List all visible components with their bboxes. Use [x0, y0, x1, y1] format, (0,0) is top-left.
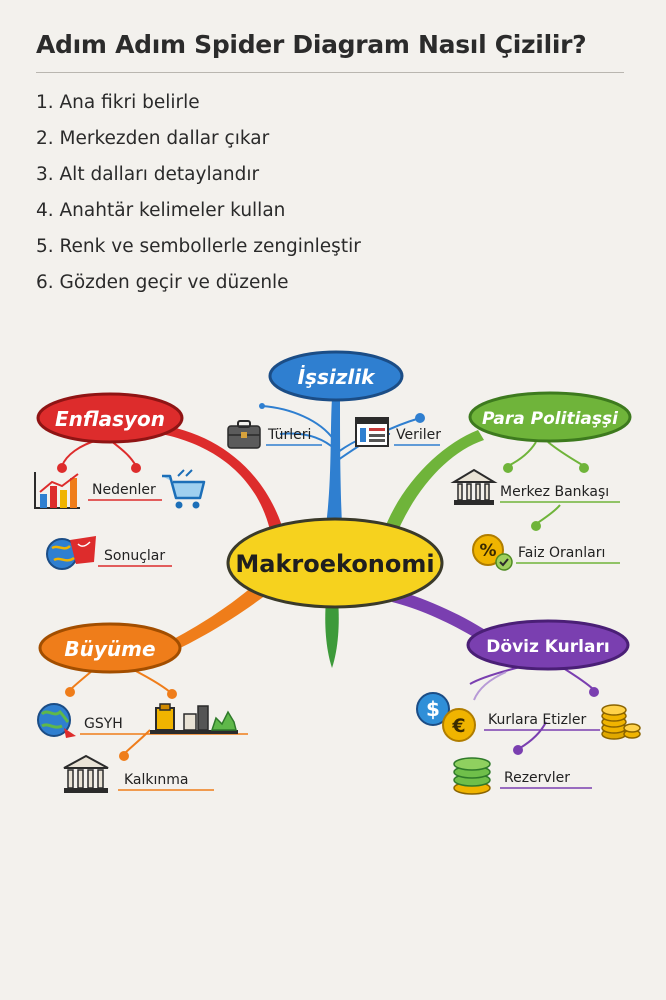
node-dot	[119, 751, 129, 761]
step-item: 4. Anahtär kelimeler kullan	[36, 200, 286, 221]
node-dot	[415, 413, 425, 423]
node-dot	[503, 463, 513, 473]
node-para	[470, 393, 630, 441]
node-label-buyume: Büyüme	[64, 637, 156, 661]
node-dot	[57, 463, 67, 473]
step-item: 1. Ana fikri belirle	[36, 92, 200, 113]
para-subbranches	[508, 442, 584, 524]
svg-text:€: €	[452, 715, 466, 737]
globe-icon	[47, 536, 96, 569]
enflasyon-subbranches	[62, 440, 136, 466]
node-buyume	[40, 624, 180, 672]
node-dot	[513, 745, 523, 755]
center-label: Makroekonomi	[235, 550, 435, 578]
center-node	[228, 519, 442, 607]
node-dot	[579, 463, 589, 473]
node-dot	[131, 463, 141, 473]
node-label-issizlik: İşsizlik	[297, 365, 375, 389]
data-sheet-icon	[356, 418, 388, 446]
step-item: 5. Renk ve sembollerle zenginleştir	[36, 236, 361, 257]
node-dot	[65, 687, 75, 697]
bank-icon	[64, 756, 108, 793]
node-doviz	[468, 621, 628, 669]
branch-connector-issizlik	[326, 398, 342, 525]
euro-coin-icon	[443, 709, 475, 741]
node-dot	[531, 521, 541, 531]
node-dot	[259, 403, 265, 409]
step-item: 6. Gözden geçir ve düzenle	[36, 272, 289, 293]
sub-label-kalkinma: Kalkınma	[124, 772, 189, 788]
sub-label-faiz: Faiz Oranları	[518, 545, 606, 561]
step-item: 2. Merkezden dallar çıkar	[36, 128, 270, 149]
bar-chart-icon	[34, 472, 80, 508]
step-item: 3. Alt dalları detaylandır	[36, 164, 260, 185]
percent-icon	[473, 535, 512, 570]
node-label-para: Para Politiaşşi	[482, 409, 618, 429]
node-enflasyon	[38, 394, 182, 442]
page-title: Adım Adım Spider Diagram Nasıl Çizilir?	[36, 30, 587, 59]
sub-label-nedenler: Nedenler	[92, 482, 156, 498]
node-label-enflasyon: Enflasyon	[54, 407, 166, 431]
doviz-subbranches	[470, 666, 594, 748]
sub-label-sonuclar: Sonuçlar	[104, 548, 166, 564]
node-issizlik	[270, 352, 402, 400]
node-label-doviz: Döviz Kurları	[486, 637, 610, 657]
shopping-cart-icon	[162, 470, 204, 509]
sub-label-kurlara: Kurlara Etizler	[488, 712, 587, 728]
sub-label-gsyh: GSYH	[84, 716, 123, 732]
briefcase-icon	[228, 421, 260, 448]
sub-label-merkez: Merkez Bankaşı	[500, 484, 610, 500]
node-dot	[589, 687, 599, 697]
bank-icon	[454, 470, 494, 505]
center-root	[325, 600, 339, 668]
svg-text:%: %	[479, 541, 497, 561]
money-stack-icon	[454, 758, 490, 794]
sub-label-rezervler: Rezervler	[504, 770, 570, 786]
node-dot	[167, 689, 177, 699]
globe-icon	[38, 704, 76, 738]
sub-label-turleri: Türleri	[268, 427, 312, 443]
coin-stack-icon	[602, 705, 640, 739]
svg-text:$: $	[426, 697, 440, 721]
sub-label-veriler: Veriler	[396, 427, 442, 443]
factory-icon	[150, 704, 238, 734]
